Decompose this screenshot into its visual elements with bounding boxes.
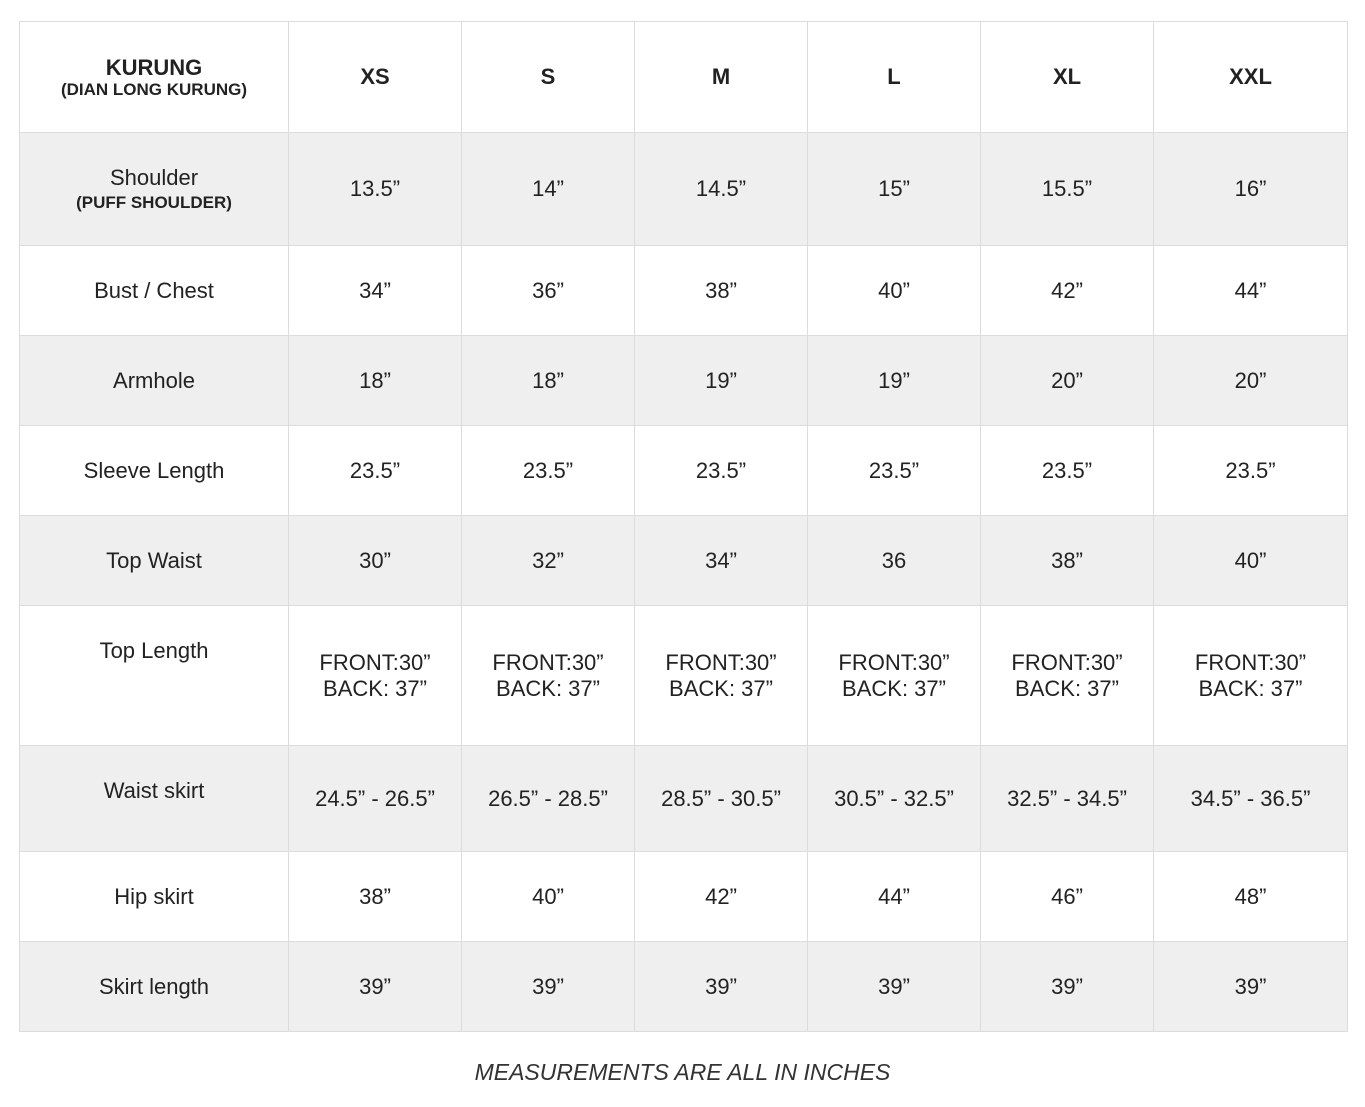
back-value: BACK: 37” [1015,675,1119,701]
back-value: BACK: 37” [669,675,773,701]
table-cell: 39” [289,942,462,1032]
table-cell: 44” [808,852,981,942]
table-cell: 23.5” [289,426,462,516]
size-header-l: L [808,22,981,133]
table-cell: 30” [289,516,462,606]
table-row-top-length [20,606,1348,746]
table-cell: 42” [635,852,808,942]
table-cell [289,606,462,746]
table-cell: 32.5” - 34.5” [981,746,1154,852]
back-value: BACK: 37” [842,675,946,701]
size-header-s: S [462,22,635,133]
corner-title: KURUNG [105,54,203,80]
front-value: FRONT:30” [492,649,604,675]
row-label: Hip skirt [20,852,289,942]
table-row-top-waist [20,516,1348,606]
front-value: FRONT:30” [319,649,431,675]
row-label: Top Waist [20,516,289,606]
table-cell: 38” [289,852,462,942]
table-cell: 23.5” [1154,426,1348,516]
table-cell: 23.5” [635,426,808,516]
corner-subtitle: (DIAN LONG KURUNG) [60,79,248,99]
table-cell: 44” [1154,246,1348,336]
table-row-waist-skirt [20,746,1348,852]
table-cell: 42” [981,246,1154,336]
table-cell [462,606,635,746]
table-cell: 39” [808,942,981,1032]
size-header-xxl: XXL [1154,22,1348,133]
table-row-armhole [20,336,1348,426]
table-cell: 23.5” [462,426,635,516]
table-cell: 39” [462,942,635,1032]
table-cell: 39” [635,942,808,1032]
table-cell: 13.5” [289,133,462,246]
row-label-cell [20,133,289,246]
measurements-note: MEASUREMENTS ARE ALL IN INCHES [474,1059,891,1085]
table-cell: 28.5” - 30.5” [635,746,808,852]
table-row-sleeve-length [20,426,1348,516]
front-value: FRONT:30” [665,649,777,675]
table-cell: 20” [981,336,1154,426]
table-cell: 14” [462,133,635,246]
table-row-bust-chest [20,246,1348,336]
size-header-xl: XL [981,22,1154,133]
table-cell: 38” [635,246,808,336]
row-label: Skirt length [20,942,289,1032]
table-cell: 18” [289,336,462,426]
size-chart-table [19,21,1348,1032]
table-cell: 40” [1154,516,1348,606]
table-cell: 34” [289,246,462,336]
table-cell: 38” [981,516,1154,606]
front-value: FRONT:30” [1011,649,1123,675]
table-cell: 23.5” [808,426,981,516]
row-label: Waist skirt [20,746,289,852]
table-cell: 46” [981,852,1154,942]
table-cell: 16” [1154,133,1348,246]
table-cell: 24.5” - 26.5” [289,746,462,852]
row-label: Armhole [20,336,289,426]
table-cell: 39” [981,942,1154,1032]
table-cell: 40” [462,852,635,942]
table-cell: 34.5” - 36.5” [1154,746,1348,852]
table-row-hip-skirt [20,852,1348,942]
table-cell: 48” [1154,852,1348,942]
row-sublabel: (PUFF SHOULDER) [76,193,232,212]
back-value: BACK: 37” [1198,675,1303,701]
table-cell: 32” [462,516,635,606]
row-label: Bust / Chest [20,246,289,336]
table-cell: 23.5” [981,426,1154,516]
table-cell: 40” [808,246,981,336]
table-cell: 15.5” [981,133,1154,246]
table-cell: 26.5” - 28.5” [462,746,635,852]
table-cell: 30.5” - 32.5” [808,746,981,852]
row-label: Top Length [20,606,289,746]
table-cell [1154,606,1348,746]
size-header-m: M [635,22,808,133]
back-value: BACK: 37” [323,675,427,701]
table-cell [981,606,1154,746]
row-label: Shoulder [109,165,199,190]
table-row-shoulder [20,133,1348,246]
table-cell [635,606,808,746]
table-cell: 18” [462,336,635,426]
table-cell: 36” [462,246,635,336]
table-cell: 15” [808,133,981,246]
table-corner-header [20,22,289,133]
row-label: Sleeve Length [20,426,289,516]
table-row-skirt-length [20,942,1348,1032]
table-cell [808,606,981,746]
table-cell: 14.5” [635,133,808,246]
back-value: BACK: 37” [496,675,600,701]
front-value: FRONT:30” [1194,649,1307,675]
table-cell: 39” [1154,942,1348,1032]
table-cell: 34” [635,516,808,606]
size-header-xs: XS [289,22,462,133]
table-cell: 36 [808,516,981,606]
table-cell: 19” [808,336,981,426]
front-value: FRONT:30” [838,649,950,675]
header-row [20,22,1348,133]
table-cell: 20” [1154,336,1348,426]
table-cell: 19” [635,336,808,426]
